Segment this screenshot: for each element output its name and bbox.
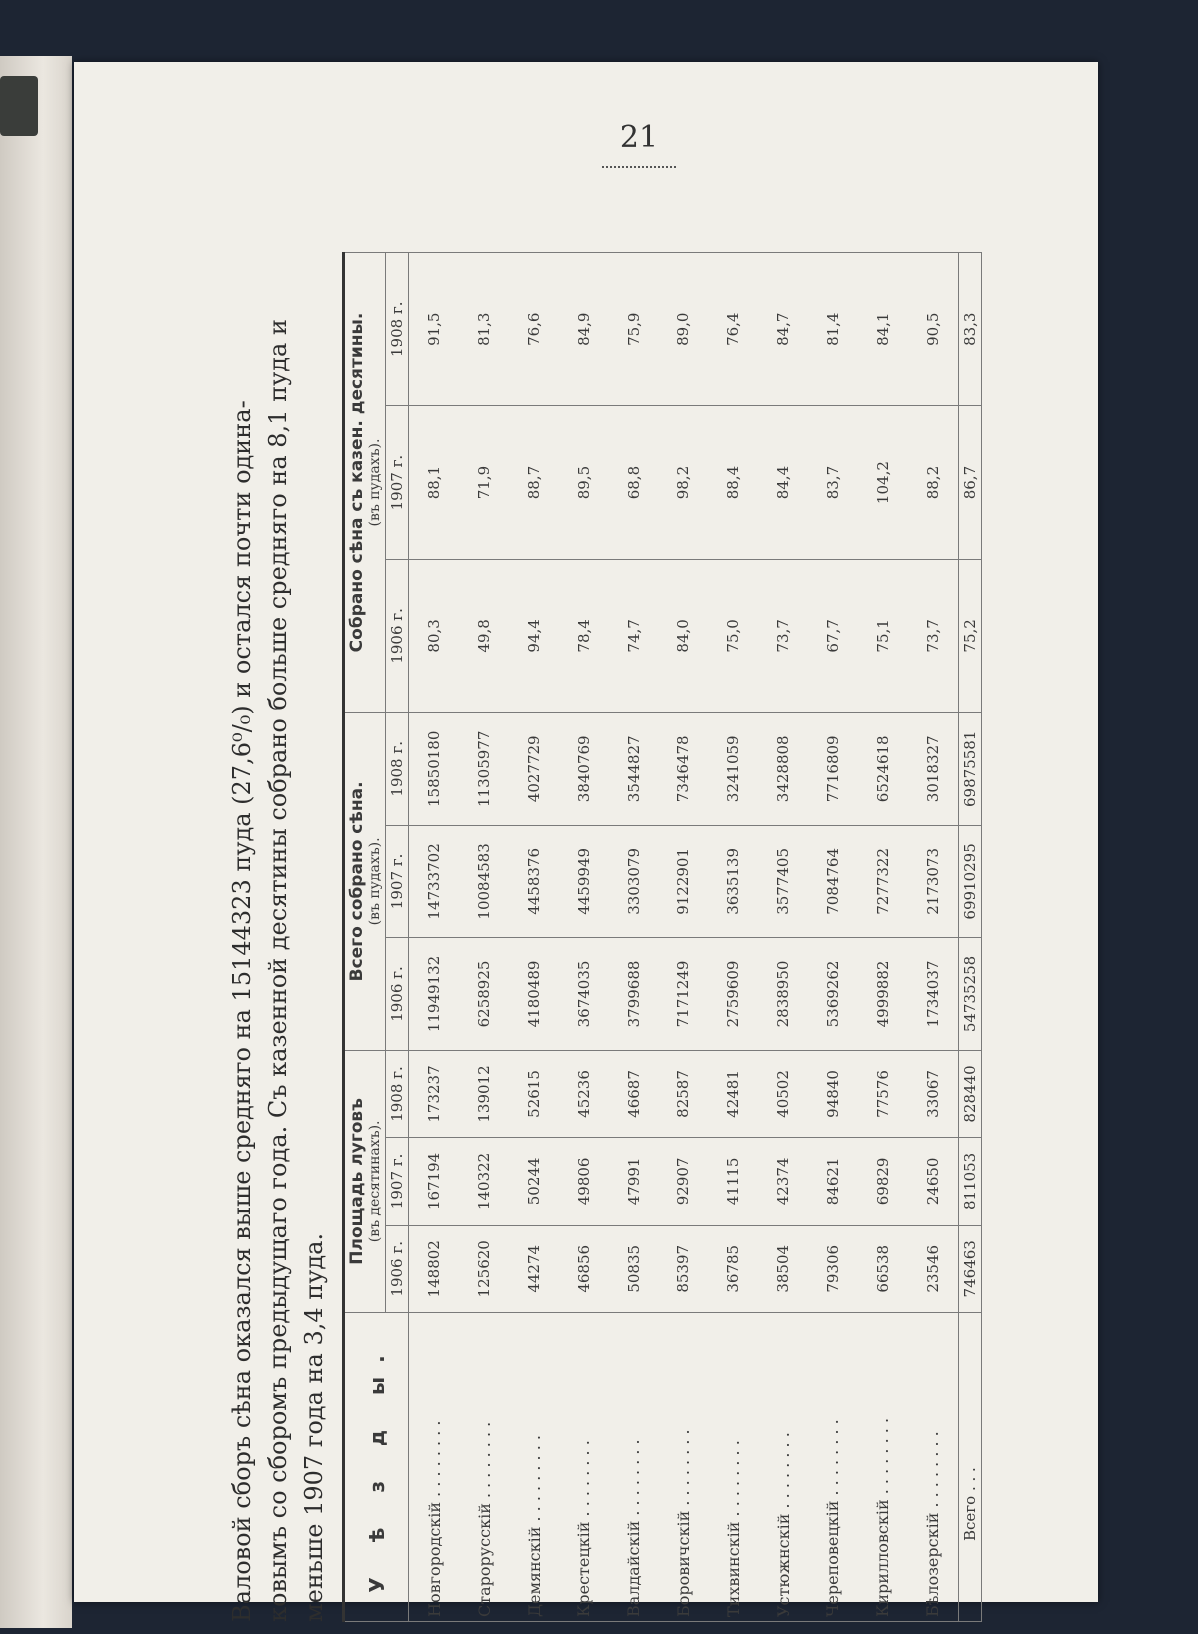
year-header: 1908 г.: [386, 713, 409, 826]
cell: 125620: [459, 1225, 509, 1312]
rotated-content: [224, 252, 1004, 1622]
cell: 50835: [609, 1225, 659, 1312]
cell: 94840: [808, 1050, 858, 1137]
row-name: Крестецкій . . . . . . . .: [559, 1313, 609, 1622]
row-name: Кирилловскій . . . . . . . .: [858, 1313, 908, 1622]
cell: 828440: [959, 1050, 982, 1137]
cell: 71,9: [459, 406, 509, 559]
cell: 3840769: [559, 713, 609, 826]
cell: 3428808: [758, 713, 808, 826]
cell: 46856: [559, 1225, 609, 1312]
cell: 69829: [858, 1138, 908, 1225]
document-page: [74, 62, 1098, 1622]
cell: 73,7: [758, 559, 808, 712]
cell: 4458376: [509, 825, 559, 938]
cell: 6258925: [459, 938, 509, 1051]
cell: 83,3: [959, 253, 982, 406]
cell: 69910295: [959, 825, 982, 938]
cell: 69875581: [959, 713, 982, 826]
group-title: Всего собрано сѣна.: [347, 781, 367, 982]
cell: 2173073: [908, 825, 959, 938]
cell: 88,1: [409, 406, 460, 559]
row-name: Демянскій . . . . . . . . .: [509, 1313, 559, 1622]
page-number: 21: [619, 120, 659, 155]
cell: 15850180: [409, 713, 460, 826]
cell: 52615: [509, 1050, 559, 1137]
table-row: [758, 253, 808, 1622]
cell: 88,4: [708, 406, 758, 559]
cell: 3635139: [708, 825, 758, 938]
cell: 84,9: [559, 253, 609, 406]
cell: 7716809: [808, 713, 858, 826]
table-row: [858, 253, 908, 1622]
intro-line: ковымъ со сборомъ предыдущаго года. Съ казенной десятины собрано больше средняго на 8,1 пуда и: [264, 319, 292, 1622]
cell: 7084764: [808, 825, 858, 938]
intro-paragraph: [224, 252, 332, 1622]
cell: 10084583: [459, 825, 509, 938]
cell: 76,4: [708, 253, 758, 406]
cell: 811053: [959, 1138, 982, 1225]
table-row-total: [959, 253, 982, 1622]
table-row: [708, 253, 758, 1622]
cell: 46687: [609, 1050, 659, 1137]
cell: 7346478: [659, 713, 709, 826]
page-number-ornament: [602, 166, 676, 168]
cell: 81,3: [459, 253, 509, 406]
cell: 9122901: [659, 825, 709, 938]
year-header: 1908 г.: [386, 1050, 409, 1137]
cell: 6524618: [858, 713, 908, 826]
cell: 44274: [509, 1225, 559, 1312]
table-row: [659, 253, 709, 1622]
year-header: 1906 г.: [386, 559, 409, 712]
year-header: 1908 г.: [386, 253, 409, 406]
cell: 66538: [858, 1225, 908, 1312]
table-row: [808, 253, 858, 1622]
group-header-total-hay: [344, 713, 386, 1051]
row-name: Череповецкій . . . . . . . .: [808, 1313, 858, 1622]
table-row: [609, 253, 659, 1622]
cell: 3544827: [609, 713, 659, 826]
cell: 84,1: [858, 253, 908, 406]
cell: 140322: [459, 1138, 509, 1225]
cell: 38504: [758, 1225, 808, 1312]
cell: 47991: [609, 1138, 659, 1225]
left-page-edge: [0, 56, 72, 1628]
cell: 36785: [708, 1225, 758, 1312]
cell: 75,1: [858, 559, 908, 712]
cell: 79306: [808, 1225, 858, 1312]
cell: 7171249: [659, 938, 709, 1051]
cell: 1734037: [908, 938, 959, 1051]
cell: 84,0: [659, 559, 709, 712]
cell: 90,5: [908, 253, 959, 406]
cell: 92907: [659, 1138, 709, 1225]
cell: 84621: [808, 1138, 858, 1225]
cell: 98,2: [659, 406, 709, 559]
cell: 173237: [409, 1050, 460, 1137]
cell: 75,0: [708, 559, 758, 712]
cell: 14733702: [409, 825, 460, 938]
row-name: Валдайскій . . . . . . . .: [609, 1313, 659, 1622]
cell: 91,5: [409, 253, 460, 406]
cell: 45236: [559, 1050, 609, 1137]
cell: 4027729: [509, 713, 559, 826]
cell: 49,8: [459, 559, 509, 712]
cell: 3577405: [758, 825, 808, 938]
cell: 167194: [409, 1138, 460, 1225]
row-name: Боровичскій . . . . . . . .: [659, 1313, 709, 1622]
row-name: Старорусскій . . . . . . . .: [459, 1313, 509, 1622]
cell: 11305977: [459, 713, 509, 826]
cell: 88,2: [908, 406, 959, 559]
cell: 41115: [708, 1138, 758, 1225]
cell: 75,9: [609, 253, 659, 406]
cell: 5369262: [808, 938, 858, 1051]
group-unit: (въ пудахъ).: [367, 438, 383, 527]
cell: 74,7: [609, 559, 659, 712]
cell: 83,7: [808, 406, 858, 559]
cell: 42374: [758, 1138, 808, 1225]
hay-harvest-table: [342, 252, 982, 1622]
cell: 77576: [858, 1050, 908, 1137]
cell: 75,2: [959, 559, 982, 712]
year-header: 1906 г.: [386, 938, 409, 1051]
row-name: Устюжнскій . . . . . . . .: [758, 1313, 808, 1622]
group-header-hay-per-desyatina: [344, 253, 386, 713]
cell: 82587: [659, 1050, 709, 1137]
cell: 24650: [908, 1138, 959, 1225]
cell: 3674035: [559, 938, 609, 1051]
row-name: Бѣлозерскій . . . . . . . .: [908, 1313, 959, 1622]
group-unit: (въ десятинахъ).: [367, 1120, 383, 1243]
cell: 4180489: [509, 938, 559, 1051]
intro-line: меньше 1907 года на 3,4 пуда.: [300, 1232, 328, 1622]
cell: 78,4: [559, 559, 609, 712]
group-header-meadow-area: [344, 1050, 386, 1312]
table-row: [559, 253, 609, 1622]
cell: 40502: [758, 1050, 808, 1137]
table-row: [509, 253, 559, 1622]
cell: 49806: [559, 1138, 609, 1225]
cell: 4999882: [858, 938, 908, 1051]
cell: 81,4: [808, 253, 858, 406]
cell: 104,2: [858, 406, 908, 559]
group-unit: (въ пудахъ).: [367, 837, 383, 926]
cell: 3303079: [609, 825, 659, 938]
cell: 42481: [708, 1050, 758, 1137]
group-title: Собрано сѣна съ казен. десятины.: [347, 312, 367, 653]
year-header: 1907 г.: [386, 1138, 409, 1225]
cell: 11949132: [409, 938, 460, 1051]
cell: 76,6: [509, 253, 559, 406]
table-row: [908, 253, 959, 1622]
cell: 2759609: [708, 938, 758, 1051]
book-binding: [0, 76, 38, 136]
cell: 80,3: [409, 559, 460, 712]
cell: 68,8: [609, 406, 659, 559]
cell: 3018327: [908, 713, 959, 826]
table-row: [459, 253, 509, 1622]
cell: 85397: [659, 1225, 709, 1312]
cell: 54735258: [959, 938, 982, 1051]
cell: 3241059: [708, 713, 758, 826]
cell: 89,5: [559, 406, 609, 559]
cell: 94,4: [509, 559, 559, 712]
row-name: Тихвинскій . . . . . . . .: [708, 1313, 758, 1622]
year-header: 1907 г.: [386, 406, 409, 559]
cell: 50244: [509, 1138, 559, 1225]
cell: 23546: [908, 1225, 959, 1312]
cell: 7277322: [858, 825, 908, 938]
cell: 2838950: [758, 938, 808, 1051]
row-name: Новгородскій . . . . . . . .: [409, 1313, 460, 1622]
cell: 89,0: [659, 253, 709, 406]
intro-line: Валовой сборъ сѣна оказался выше средняго на 15144323 пуда (27,6⁰/₀) и остался почти одина-: [228, 400, 256, 1622]
cell: 33067: [908, 1050, 959, 1137]
table-row: [409, 253, 460, 1622]
cell: 86,7: [959, 406, 982, 559]
cell: 67,7: [808, 559, 858, 712]
cell: 3799688: [609, 938, 659, 1051]
row-name: Всего . . .: [959, 1313, 982, 1622]
table-body: [409, 253, 959, 1622]
group-title: Площадь луговъ: [347, 1098, 367, 1265]
district-header: У ѣ з д ы.: [344, 1313, 409, 1622]
cell: 73,7: [908, 559, 959, 712]
cell: 148802: [409, 1225, 460, 1312]
cell: 84,4: [758, 406, 808, 559]
cell: 88,7: [509, 406, 559, 559]
cell: 139012: [459, 1050, 509, 1137]
cell: 4459949: [559, 825, 609, 938]
cell: 746463: [959, 1225, 982, 1312]
year-header: 1907 г.: [386, 825, 409, 938]
cell: 84,7: [758, 253, 808, 406]
year-header: 1906 г.: [386, 1225, 409, 1312]
